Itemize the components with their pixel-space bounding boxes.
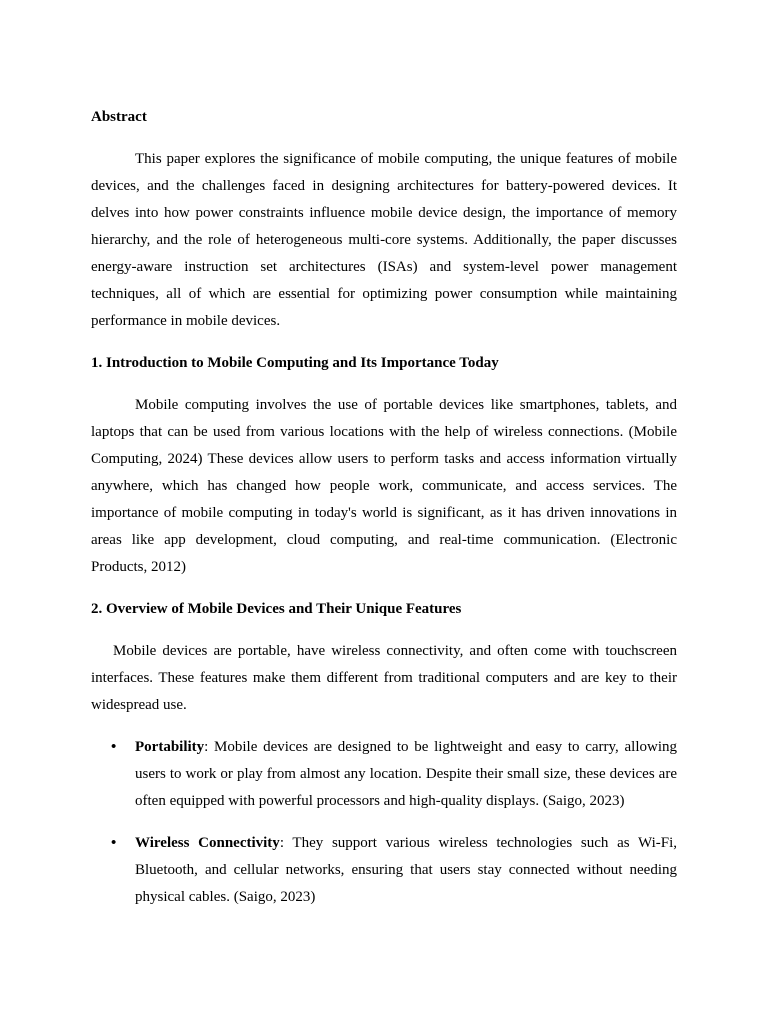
section-2-paragraph: Mobile devices are portable, have wireless connectivity, and often come with touchscreen interfaces. These features make them different from traditional computers and are key to their widespread use. <box>91 643 677 713</box>
bullet-term: Portability <box>135 739 205 755</box>
section-2-heading: 2. Overview of Mobile Devices and Their Unique Features <box>91 601 462 617</box>
section-1-paragraph: Mobile computing involves the use of portable devices like smartphones, tablets, and laptops that can be used from various locations with the help of wireless connections. (Mobile Computing, 2024) These devices allow users to perform tasks and access information virtually anywhere, which has changed how people work, communicate, and access services. The importance of mobile computing in today's world is significant, as it has driven innovations in areas like app development, cloud computing, and real-time communication. (Electronic Products, 2012) <box>91 397 677 575</box>
bullet-text: : They support various wireless technologies such as Wi-Fi, Bluetooth, and cellular networks, ensuring that users stay connected without needing physical cables. (Saigo, 2023) <box>135 835 677 905</box>
abstract-heading: Abstract <box>91 109 147 125</box>
abstract-paragraph: This paper explores the significance of mobile computing, the unique features of mobile devices, and the challenges faced in designing architectures for battery-powered devices. It delves into how power constraints influence mobile device design, the importance of memory hierarchy, and the role of heterogeneous multi-core systems. Additionally, the paper discusses energy-aware instruction set architectures (ISAs) and system-level power management techniques, all of which are essential for optimizing power consumption while maintaining performance in mobile devices. <box>91 151 677 329</box>
list-item-wireless-connectivity <box>91 830 677 911</box>
bullet-text: : Mobile devices are designed to be lightweight and easy to carry, allowing users to work or play from almost any location. Despite their small size, these devices are often equipped with powerful processors and high-quality displays. (Saigo, 2023) <box>135 739 677 809</box>
list-item-portability <box>91 734 677 815</box>
bullet-term: Wireless Connectivity <box>135 835 280 851</box>
bullet-icon: • <box>111 739 117 755</box>
bullet-icon: • <box>111 835 117 851</box>
document-page <box>91 104 677 926</box>
feature-list <box>91 734 677 911</box>
section-1-heading: 1. Introduction to Mobile Computing and Its Importance Today <box>91 355 499 371</box>
